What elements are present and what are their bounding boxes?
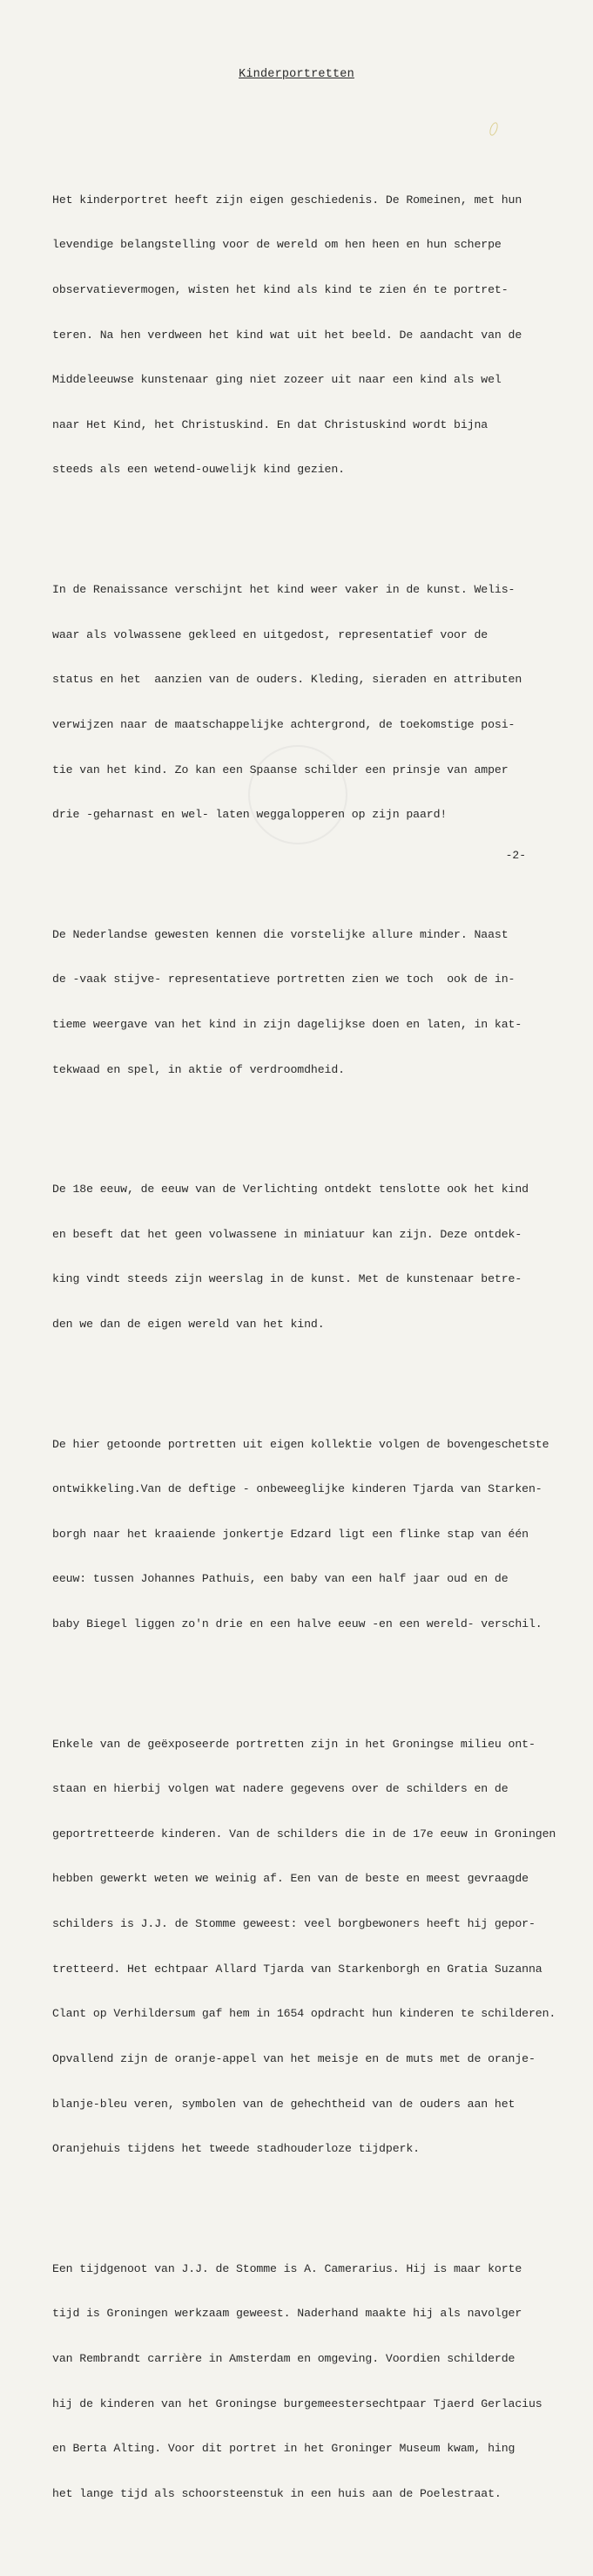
text-line: baby Biegel liggen zo'n drie en een halve eeuw -en een wereld- verschil.: [52, 1617, 542, 1631]
paragraph: [52, 552, 575, 852]
text-line: status en het aanzien van de ouders. Kleding, sieraden en attributen: [52, 673, 522, 687]
text-line: borgh naar het kraaiende jonkertje Edzard ligt een flinke stap van één: [52, 1527, 529, 1541]
text-line: De Nederlandse gewesten kennen die vorstelijke allure minder. Naast: [52, 927, 509, 941]
text-line: tie van het kind. Zo kan een Spaanse schilder een prinsje van amper: [52, 763, 509, 776]
text-line: drie -geharnast en wel- laten weggalopperen op zijn paard!: [52, 808, 448, 822]
text-line: Oranjehuis tijdens het tweede stadhouderloze tijdperk.: [52, 2142, 420, 2156]
text-line: Opvallend zijn de oranje-appel van het meisje en de muts met de oranje-: [52, 2051, 536, 2065]
text-line: hij de kinderen van het Groningse burgemeestersechtpaar Tjaerd Gerlacius: [52, 2396, 542, 2410]
text-line: tieme weergave van het kind in zijn dagelijkse doen en laten, in kat-: [52, 1017, 522, 1031]
text-line: Het kinderportret heeft zijn eigen geschiedenis. De Romeinen, met hun: [52, 193, 522, 207]
text-line: en Berta Alting. Voor dit portret in het Groninger Museum kwam, hing: [52, 2442, 516, 2456]
text-line: De hier getoonde portretten uit eigen kollektie volgen de bovengeschetste: [52, 1437, 549, 1451]
text-line: observatievermogen, wisten het kind als kind te zien én te portret-: [52, 283, 509, 297]
text-line: Enkele van de geëxposeerde portretten zijn in het Groningse milieu ont-: [52, 1737, 536, 1751]
paragraph: [52, 897, 575, 1107]
paragraph: [52, 1152, 575, 1362]
page-number: -2-: [505, 849, 526, 862]
text-line: teren. Na hen verdween het kind wat uit het beeld. De aandacht van de: [52, 328, 522, 342]
text-line: schilders is J.J. de Stomme geweest: veel borgbewoners heeft hij gepor-: [52, 1917, 536, 1931]
text-line: naar Het Kind, het Christuskind. En dat Christuskind wordt bijna: [52, 417, 489, 431]
text-line: tekwaad en spel, in aktie of verdroomdheid.: [52, 1062, 345, 1076]
text-line: tretteerd. Het echtpaar Allard Tjarda van Starkenborgh en Gratia Suzanna: [52, 1962, 542, 1976]
text-line: tijd is Groningen werkzaam geweest. Naderhand maakte hij als navolger: [52, 2307, 522, 2321]
text-line: In de Renaissance verschijnt het kind weer vaker in de kunst. Welis-: [52, 583, 516, 597]
text-line: en beseft dat het geen volwassene in miniatuur kan zijn. Deze ontdek-: [52, 1227, 522, 1241]
paragraph: [52, 1407, 575, 1661]
paragraph: [52, 1706, 575, 2186]
text-line: den we dan de eigen wereld van het kind.: [52, 1318, 325, 1331]
text-line: de -vaak stijve- representatieve portretten zien we toch ook de in-: [52, 973, 516, 986]
text-line: van Rembrandt carrière in Amsterdam en omgeving. Voordien schilderde: [52, 2351, 516, 2365]
text-line: eeuw: tussen Johannes Pathuis, een baby van een half jaar oud en de: [52, 1572, 509, 1586]
text-line: staan en hierbij volgen wat nadere gegevens over de schilders en de: [52, 1782, 509, 1796]
text-line: De 18e eeuw, de eeuw van de Verlichting ontdekt tenslotte ook het kind: [52, 1183, 529, 1196]
text-line: geportretteerde kinderen. Van de schilders die in de 17e eeuw in Groningen: [52, 1827, 556, 1840]
text-line: king vindt steeds zijn weerslag in de kunst. Met de kunstenaar betre-: [52, 1272, 522, 1286]
text-line: Een tijdgenoot van J.J. de Stomme is A. Camerarius. Hij is maar korte: [52, 2261, 522, 2275]
text-line: Middeleeuwse kunstenaar ging niet zozeer uit naar een kind als wel: [52, 373, 502, 387]
paragraph: [52, 162, 575, 507]
text-line: blanje-bleu veren, symbolen van de gehechtheid van de ouders aan het: [52, 2097, 516, 2111]
text-line: Clant op Verhildersum gaf hem in 1654 opdracht hun kinderen te schilderen.: [52, 2007, 556, 2021]
text-line: ontwikkeling.Van de deftige - onbeweeglijke kinderen Tjarda van Starken-: [52, 1482, 542, 1496]
text-line: verwijzen naar de maatschappelijke achtergrond, de toekomstige posi-: [52, 717, 516, 731]
document-body: [52, 132, 575, 2576]
text-line: het lange tijd als schoorsteenstuk in een huis aan de Poelestraat.: [52, 2486, 502, 2500]
page-title: Kinderportretten: [239, 68, 354, 81]
text-line: steeds als een wetend-ouwelijk kind gezien.: [52, 463, 345, 477]
text-line: waar als volwassene gekleed en uitgedost, representatief voor de: [52, 627, 489, 641]
text-line: levendige belangstelling voor de wereld om hen heen en hun scherpe: [52, 238, 502, 252]
text-line: hebben gewerkt weten we weinig af. Een van de beste en meest gevraagde: [52, 1872, 529, 1886]
paragraph: [52, 2231, 575, 2531]
